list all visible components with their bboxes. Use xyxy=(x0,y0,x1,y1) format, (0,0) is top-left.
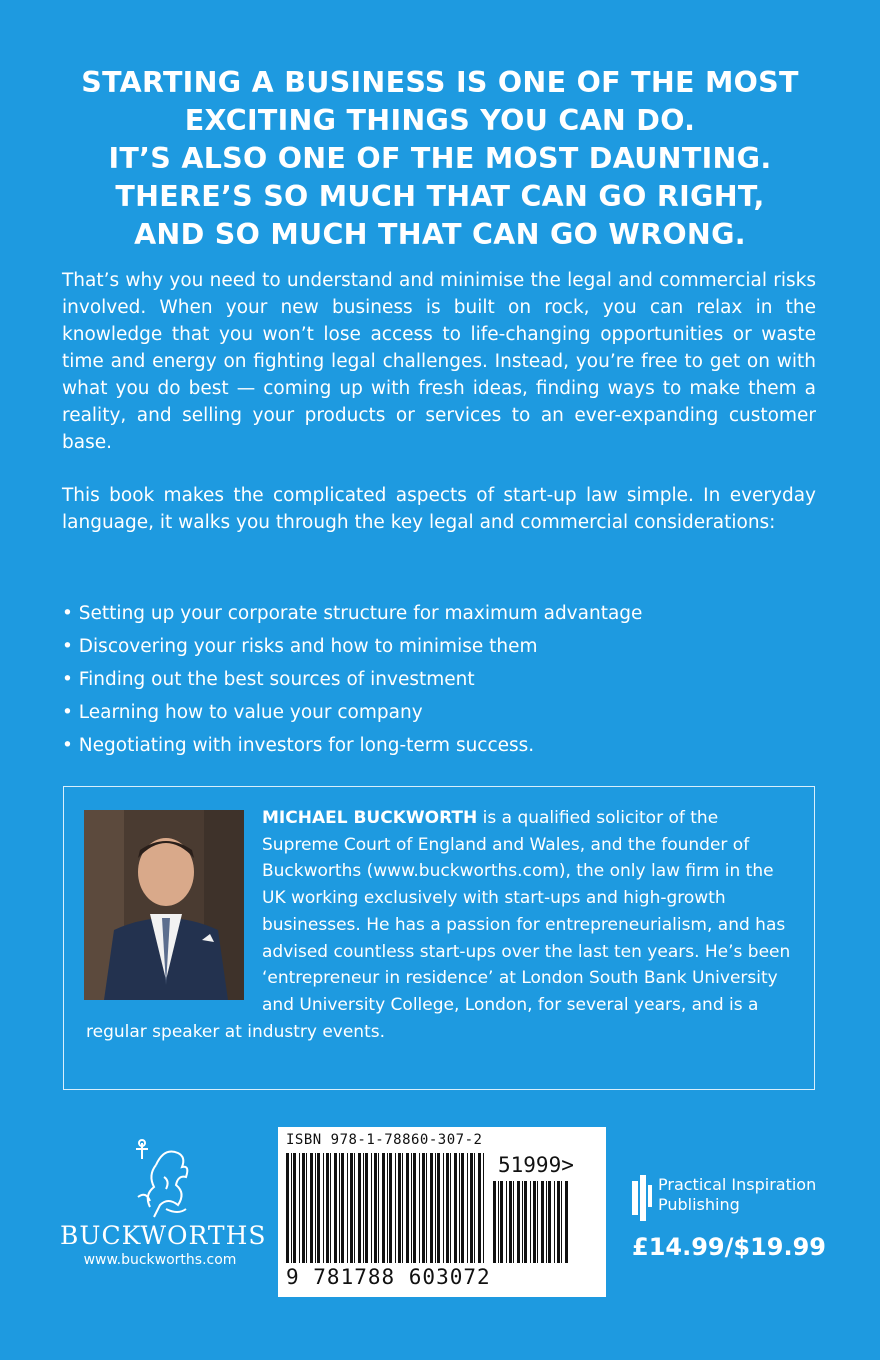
barcode-digits: 9 781788 603072 xyxy=(286,1265,491,1289)
author-name: MICHAEL BUCKWORTH xyxy=(262,808,478,828)
bullet-item: • Finding out the best sources of investment xyxy=(62,669,475,690)
headline xyxy=(40,64,840,254)
bullet-item: • Setting up your corporate structure for maximum advantage xyxy=(62,603,643,624)
author-bio-text: is a qualified solicitor of the Supreme Court of England and Wales, and the founder of Buckworths (www.buckworths.com), the only law firm in the UK working exclusively with start-ups and high-growth businesses. He has a passion for entrepreneurialism, and has advised countless start-ups over the last ten years. He’s been ‘entrepreneur in residence’ at London South Bank University and University College, London, for several years, and is a regular speaker at industry events. xyxy=(86,808,791,1042)
bullet-item: • Negotiating with investors for long-term success. xyxy=(62,735,535,756)
bullet-item: • Learning how to value your company xyxy=(62,702,423,723)
author-bio-box xyxy=(63,786,815,1090)
practical-inspiration-logo xyxy=(630,1175,830,1225)
addon-barcode-bars xyxy=(493,1181,573,1263)
buckworths-name: BUCKWORTHS xyxy=(60,1221,267,1250)
intro-paragraph: That’s why you need to understand and minimise the legal and commercial risks involved. When your new business is built on rock, you can relax in the knowledge that you won’t lose access to life-changing opportunities or waste time and energy on fighting legal challenges. Instead, you’re free to get on with what you do best — coming up with fresh ideas, finding ways to make them a reality, and selling your products or services to an ever-expanding customer base. xyxy=(62,270,816,453)
headline-line-1: STARTING A BUSINESS IS ONE OF THE MOST xyxy=(81,66,799,99)
publisher-mark-icon xyxy=(630,1175,654,1221)
buckworths-logo xyxy=(60,1135,267,1285)
headline-line-4: THERE’S SO MUCH THAT CAN GO RIGHT, xyxy=(115,180,765,213)
barcode xyxy=(278,1127,606,1297)
headline-line-3: IT’S ALSO ONE OF THE MOST DAUNTING. xyxy=(108,142,772,175)
headline-line-2: EXCITING THINGS YOU CAN DO. xyxy=(184,104,696,137)
isbn-label: ISBN 978-1-78860-307-2 xyxy=(286,1132,483,1148)
price: £14.99/$19.99 xyxy=(632,1233,826,1261)
price-code: 51999> xyxy=(498,1153,574,1177)
barcode-bars xyxy=(286,1153,486,1263)
summary-paragraph: This book makes the complicated aspects of start-up law simple. In everyday language, it walks you through the key legal and commercial considerations: xyxy=(62,485,816,533)
buckworths-url: www.buckworths.com xyxy=(83,1252,237,1268)
bullet-item: • Discovering your risks and how to minimise them xyxy=(62,636,538,657)
headline-line-5: AND SO MUCH THAT CAN GO WRONG. xyxy=(134,218,746,251)
publisher-name-line-2: Publishing xyxy=(658,1195,740,1214)
publisher-name xyxy=(658,1175,816,1215)
crest-icon xyxy=(120,1135,200,1221)
author-bio xyxy=(86,805,796,1045)
publisher-name-line-1: Practical Inspiration xyxy=(658,1175,817,1194)
bullet-list xyxy=(62,597,822,762)
